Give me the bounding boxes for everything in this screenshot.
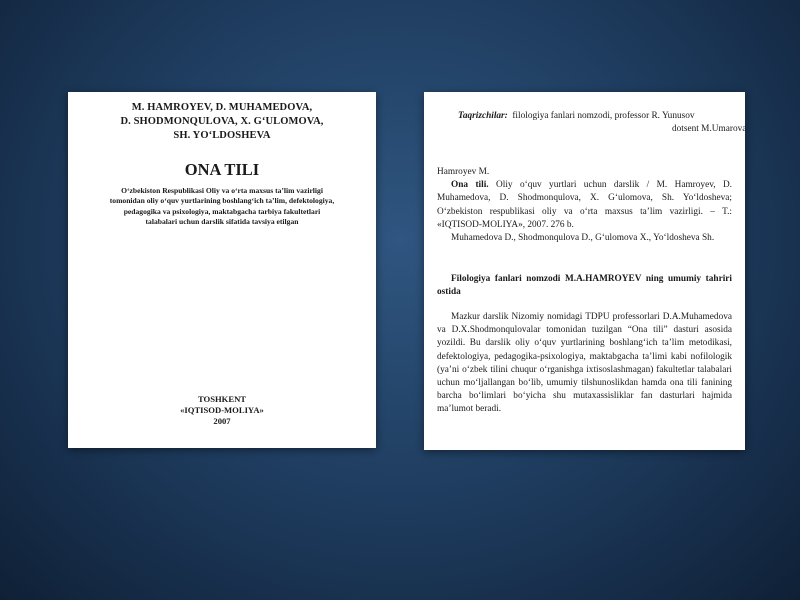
imprint-city: TOSHKENT	[197, 394, 247, 404]
reviewers-label: Taqrizchilar:	[458, 111, 508, 121]
annotation-paragraph: Mazkur darslik Nizomiy nomidagi TDPU professorlari D.A.Muhamedova va D.X.Shodmonqulovalar tomonidan tuzilgan “Ona tili” dasturi asosida yozildi. Bu darslik oliy o‘quv yurtlarining boshlang‘ich ta’lim metodikasi, defektologiya, pedagogika-psixologiya, maktabgacha ta’limi kabi nofilologik (ya’ni o‘zbek tilini chuqur o‘rganishga ixtisoslashmagan) fakultetlar talabalari uchun mo‘ljallangan bo‘lib, umumiy tilshunoslikdan hamda ona tili fanining barcha bo‘limlari bo‘yicha shu mutaxassisliklar fan dasturlari hajmida ma’lumot beradi.	[437, 312, 732, 415]
approval-description	[86, 186, 358, 228]
description-line: talabalari uchun darslik sifatida tavsiya etilgan	[145, 217, 299, 227]
description-line: tomonidan oliy o‘quv yurtlarining boshlang‘ich ta’lim, defektologiya,	[109, 196, 335, 206]
bibliographic-record	[437, 166, 732, 245]
authors-line: D. SHODMONQULOVA, X. G‘ULOMOVA,	[120, 116, 324, 127]
description-line: O‘zbekiston Respublikasi Oliy va o‘rta maxsus ta’lim vazirligi	[121, 186, 323, 195]
authors-block	[68, 101, 376, 143]
authors-line: M. HAMROYEV, D. MUHAMEDOVA,	[131, 102, 313, 113]
title-page	[68, 92, 376, 448]
imprint-page	[424, 92, 745, 450]
imprint-block	[68, 394, 376, 427]
reviewer-2: dotsent M.Umarova	[672, 124, 747, 134]
bib-author: Hamroyev M.	[437, 167, 490, 177]
editor-name: M.A.HAMROYEV	[564, 274, 642, 284]
description-line: pedagogika va psixologiya, maktabgacha tarbiya fakultetlari	[123, 206, 321, 216]
bib-entry	[437, 179, 732, 232]
imprint-publisher: «IQTISOD-MOLIYA»	[180, 405, 264, 415]
authors-line: SH. YO‘LDOSHEVA	[173, 130, 271, 141]
editorial-note	[437, 273, 732, 299]
bib-text: Oliy o‘quv yurtlari uchun darslik / M. Hamroyev, D. Muhamedova, D. Shodmonqulova, X. G‘ulomova, Sh. Yo‘ldosheva; O‘zbekiston respublikasi oliy va o‘rta maxsus ta’lim vazirligi. – T.: «IQTISOD-MOLIYA», 2007. 276 b.	[437, 180, 733, 230]
bib-coauthors: Muhamedova D., Shodmonqulova D., G‘ulomova X., Yo‘ldosheva Sh.	[451, 233, 715, 244]
editorial-post: ning umumiy tahriri ostida	[437, 274, 732, 298]
reviewer-1: filologiya fanlari nomzodi, professor R. Yunusov	[512, 111, 695, 121]
book-title: ONA TILI	[184, 160, 260, 179]
reviewers-row	[458, 110, 695, 123]
bib-title: Ona tili.	[451, 180, 489, 191]
editorial-pre: Filologiya fanlari nomzodi	[451, 274, 561, 284]
imprint-year: 2007	[213, 416, 231, 426]
